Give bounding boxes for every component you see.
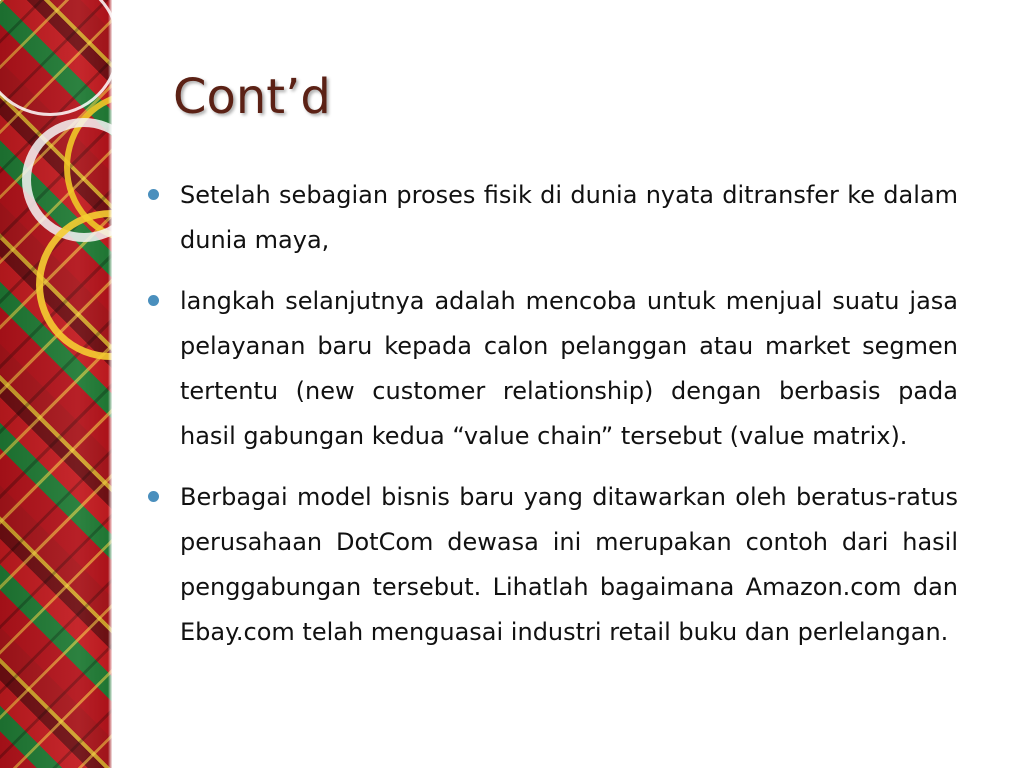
bullet-dot-icon	[148, 189, 159, 200]
bullet-item	[146, 173, 958, 263]
bullet-text: Berbagai model bisnis baru yang ditawarkan oleh beratus-ratus perusahaan DotCom dewasa ini merupakan contoh dari hasil penggabungan tersebut. Lihatlah bagaimana Amazon.com dan Ebay.com telah menguasai industri retail buku dan perlelangan.	[180, 483, 958, 646]
bullet-text: Setelah sebagian proses fisik di dunia nyata ditransfer ke dalam dunia maya,	[180, 181, 958, 254]
bullet-text: langkah selanjutnya adalah mencoba untuk menjual suatu jasa pelayanan baru kepada calon pelanggan atau market segmen tertentu (new customer relationship) dengan berbasis pada hasil gabungan kedua “value chain” tersebut (value matrix).	[180, 287, 958, 450]
bullet-item	[146, 279, 958, 459]
bullet-list	[146, 173, 958, 671]
bullet-item	[146, 475, 958, 655]
bullet-dot-icon	[148, 295, 159, 306]
slide-title: Cont’d	[173, 69, 331, 125]
decorative-white-ring	[0, 0, 112, 116]
bullet-dot-icon	[148, 491, 159, 502]
decorative-tartan-panel	[0, 0, 112, 768]
panel-divider	[108, 0, 112, 768]
